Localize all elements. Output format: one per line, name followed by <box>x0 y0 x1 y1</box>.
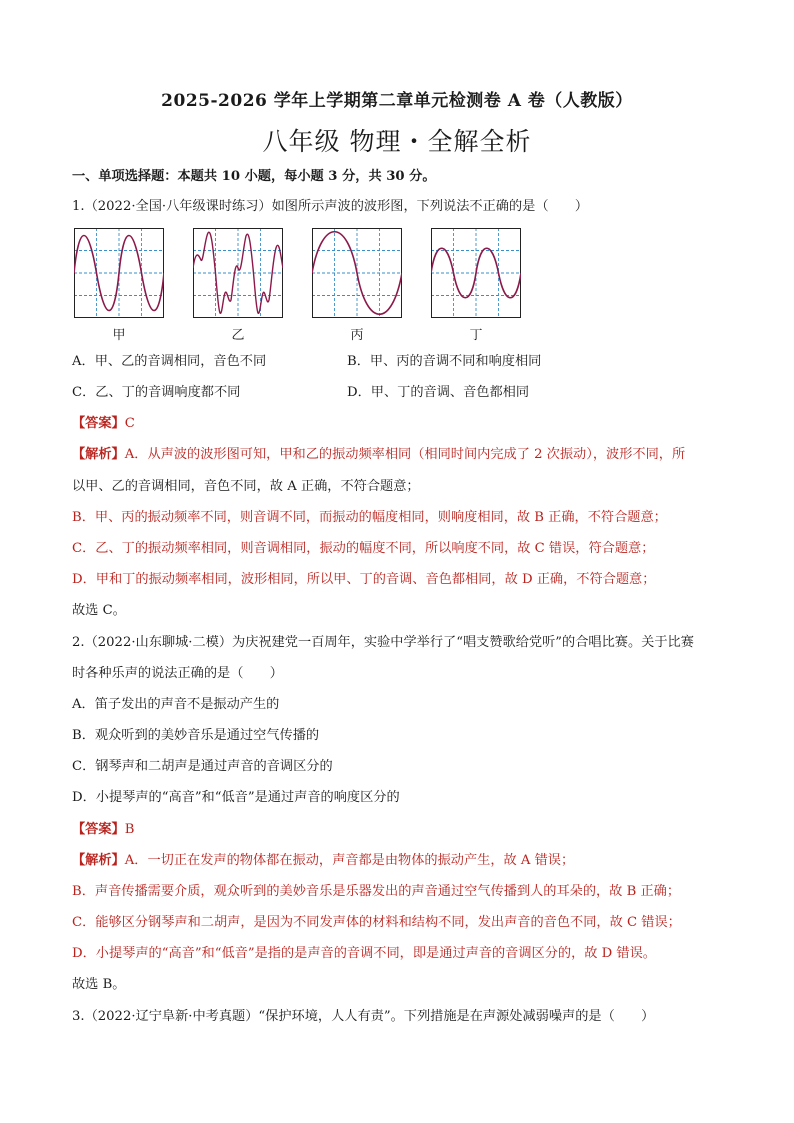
document-subtitle: 八年级 物理・全解全析 <box>262 127 532 156</box>
analysis-tag: 【解析】 <box>72 853 125 868</box>
q1-analysis-line-3: B．甲、丙的振动频率不同，则音调不同，而振动的幅度相同，则响度相同，故 B 正确，不符合题意； <box>72 510 667 525</box>
q2-option-a: A．笛子发出的声音不是振动产生的 <box>72 697 280 712</box>
q1-option-a: A．甲、乙的音调相同，音色不同 <box>72 354 267 369</box>
q2-analysis-line-1 <box>72 852 574 870</box>
waveform-bing <box>312 228 402 318</box>
section-heading: 一、单项选择题：本题共 10 小题，每小题 3 分，共 30 分。 <box>72 169 436 184</box>
analysis-text: A．从声波的波形图可知，甲和乙的振动频率相同（相同时间内完成了 2 次振动），波形不同，所 <box>124 447 686 462</box>
document-title: 2025-2026 学年上学期第二章单元检测卷 A 卷（人教版） <box>161 91 633 111</box>
figure-label-bing: 丙 <box>350 328 364 343</box>
q2-analysis-line-4: D．小提琴声的“高音”和“低音”是指的是声音的音调不同，即是通过声音的音调区分的，故 D 错误。 <box>72 946 656 961</box>
q2-option-c: C．钢琴声和二胡声是通过声音的音调区分的 <box>72 759 333 774</box>
figure-label-ding: 丁 <box>469 328 483 343</box>
figure-label-yi: 乙 <box>231 328 245 343</box>
q1-option-d: D．甲、丁的音调、音色都相同 <box>347 385 530 400</box>
q2-stem-line-1: 2.（2022·山东聊城·二模）为庆祝建党一百周年，实验中学举行了“唱支赞歌给党听”的合唱比赛。关于比赛 <box>72 635 694 650</box>
q2-analysis-line-2: B．声音传播需要介质，观众听到的美妙音乐是乐器发出的声音通过空气传播到人的耳朵的，故 B 正确； <box>72 884 681 899</box>
analysis-tag: 【解析】 <box>72 447 125 462</box>
waveform-yi <box>193 228 283 318</box>
answer-tag: 【答案】 <box>72 822 125 837</box>
answer-tag: 【答案】 <box>72 416 125 431</box>
q1-analysis-line-4: C．乙、丁的振动频率相同，则音调相同，振动的幅度不同，所以响度不同，故 C 错误，符合题意； <box>72 541 655 556</box>
q3-stem: 3.（2022·辽宁阜新·中考真题）“保护环境，人人有责”。下列措施是在声源处减弱噪声的是（ ） <box>72 1009 655 1024</box>
q1-analysis-line-6: 故选 C。 <box>72 603 126 618</box>
figure-label-jia: 甲 <box>112 328 126 343</box>
waveform-jia <box>74 228 164 318</box>
waveform-ding <box>431 228 521 318</box>
answer-value: B <box>124 822 135 837</box>
q2-option-d: D．小提琴声的“高音”和“低音”是通过声音的响度区分的 <box>72 790 400 805</box>
q2-stem-line-2: 时各种乐声的说法正确的是（ ） <box>72 666 283 681</box>
q1-analysis-line-1 <box>72 446 685 464</box>
q1-analysis-line-5: D．甲和丁的振动频率相同，波形相同，所以甲、丁的音调、音色都相同，故 D 正确，不符合题意； <box>72 572 656 587</box>
q1-answer <box>72 415 135 433</box>
q1-option-c: C．乙、丁的音调响度都不同 <box>72 385 241 400</box>
q1-stem: 1.（2022·全国·八年级课时练习）如图所示声波的波形图，下列说法不正确的是（ ） <box>72 199 589 214</box>
answer-value: C <box>124 416 135 431</box>
q2-analysis-line-5: 故选 B。 <box>72 977 126 992</box>
q2-option-b: B．观众听到的美妙音乐是通过空气传播的 <box>72 728 320 743</box>
q1-analysis-line-2: 以甲、乙的音调相同，音色不同，故 A 正确，不符合题意； <box>72 479 420 494</box>
q2-answer <box>72 821 134 839</box>
q2-analysis-line-3: C．能够区分钢琴声和二胡声，是因为不同发声体的材料和结构不同，发出声音的音色不同，故 C 错误； <box>72 915 681 930</box>
q1-option-b: B．甲、丙的音调不同和响度相同 <box>347 354 542 369</box>
analysis-text: A．一切正在发声的物体都在振动，声音都是由物体的振动产生，故 A 错误； <box>124 853 575 868</box>
